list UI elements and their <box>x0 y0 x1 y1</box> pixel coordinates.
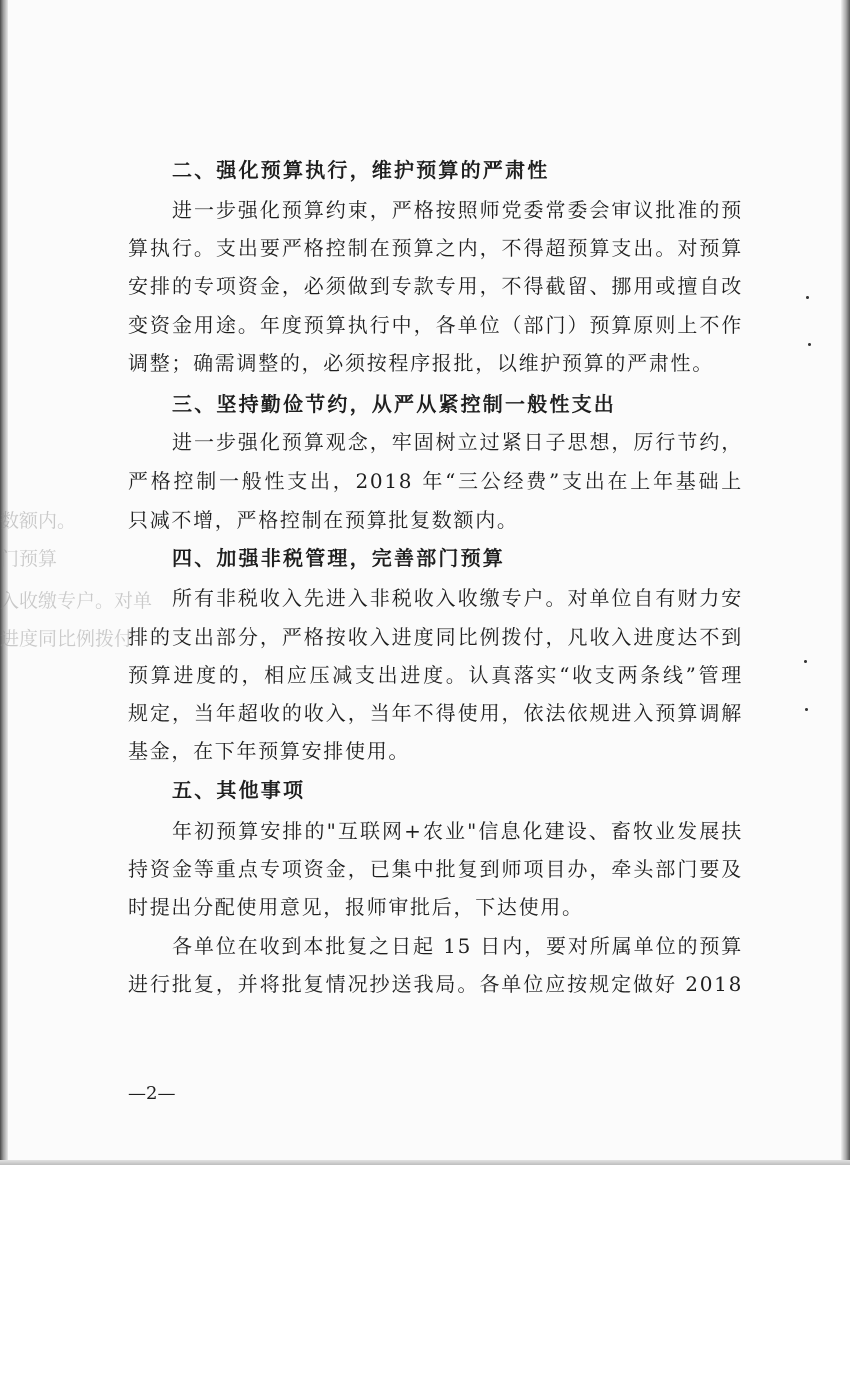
scan-speck <box>804 660 807 663</box>
paragraph-line: 基金，在下年预算安排使用。 <box>128 739 411 763</box>
paragraph-line: 算执行。支出要严格控制在预算之内，不得超预算支出。对预算 <box>128 236 743 260</box>
show-through-text: 入收缴专户。对单 <box>0 590 153 612</box>
paragraph-line: 年初预算安排的"互联网+农业"信息化建设、畜牧业发展扶 <box>172 819 743 843</box>
show-through-text: 门预算 <box>0 548 58 570</box>
section-heading-4: 四、加强非税管理，完善部门预算 <box>172 546 505 570</box>
paragraph-line: 排的支出部分，严格按收入进度同比例拨付，凡收入进度达不到 <box>128 625 743 649</box>
paragraph-line: 时提出分配使用意见，报师审批后，下达使用。 <box>128 895 584 919</box>
section-heading-5: 五、其他事项 <box>172 778 306 802</box>
show-through-text: 进度同比例拨付 <box>0 628 134 650</box>
paragraph-line: 变资金用途。年度预算执行中，各单位（部门）预算原则上不作 <box>128 313 743 337</box>
paragraph-line: 预算进度的，相应压减支出进度。认真落实“收支两条线”管理 <box>128 663 743 687</box>
paragraph-line: 严格控制一般性支出，2018 年“三公经费”支出在上年基础上 <box>128 469 743 493</box>
paragraph-line: 持资金等重点专项资金，已集中批复到师项目办，牵头部门要及 <box>128 857 743 881</box>
paragraph-line: 各单位在收到本批复之日起 15 日内，要对所属单位的预算 <box>172 934 743 958</box>
page-number: —2— <box>128 1083 176 1104</box>
scan-edge-right <box>841 0 850 1165</box>
scan-speck <box>808 343 811 346</box>
scan-speck <box>805 708 808 711</box>
paragraph-line: 调整；确需调整的，必须按程序报批，以维护预算的严肃性。 <box>128 351 714 375</box>
paragraph-line: 进行批复，并将批复情况抄送我局。各单位应按规定做好 2018 <box>128 972 743 996</box>
paragraph-line: 规定，当年超收的收入，当年不得使用，依法依规进入预算调解 <box>128 701 743 725</box>
scan-speck <box>806 296 809 299</box>
paragraph-line: 进一步强化预算约束，严格按照师党委常委会审议批准的预 <box>172 198 743 222</box>
paragraph-line: 只减不增，严格控制在预算批复数额内。 <box>128 508 519 532</box>
paragraph-line: 进一步强化预算观念，牢固树立过紧日子思想，厉行节约， <box>172 430 743 454</box>
section-heading-2: 二、强化预算执行，维护预算的严肃性 <box>172 158 550 182</box>
scan-edge-left <box>0 0 8 1165</box>
section-heading-3: 三、坚持勤俭节约，从严从紧控制一般性支出 <box>172 392 616 416</box>
paragraph-line: 所有非税收入先进入非税收入收缴专户。对单位自有财力安 <box>172 586 743 610</box>
paragraph-line: 安排的专项资金，必须做到专款专用，不得截留、挪用或擅自改 <box>128 274 743 298</box>
scan-edge-bottom <box>0 1160 850 1165</box>
show-through-text: 数额内。 <box>0 510 77 532</box>
